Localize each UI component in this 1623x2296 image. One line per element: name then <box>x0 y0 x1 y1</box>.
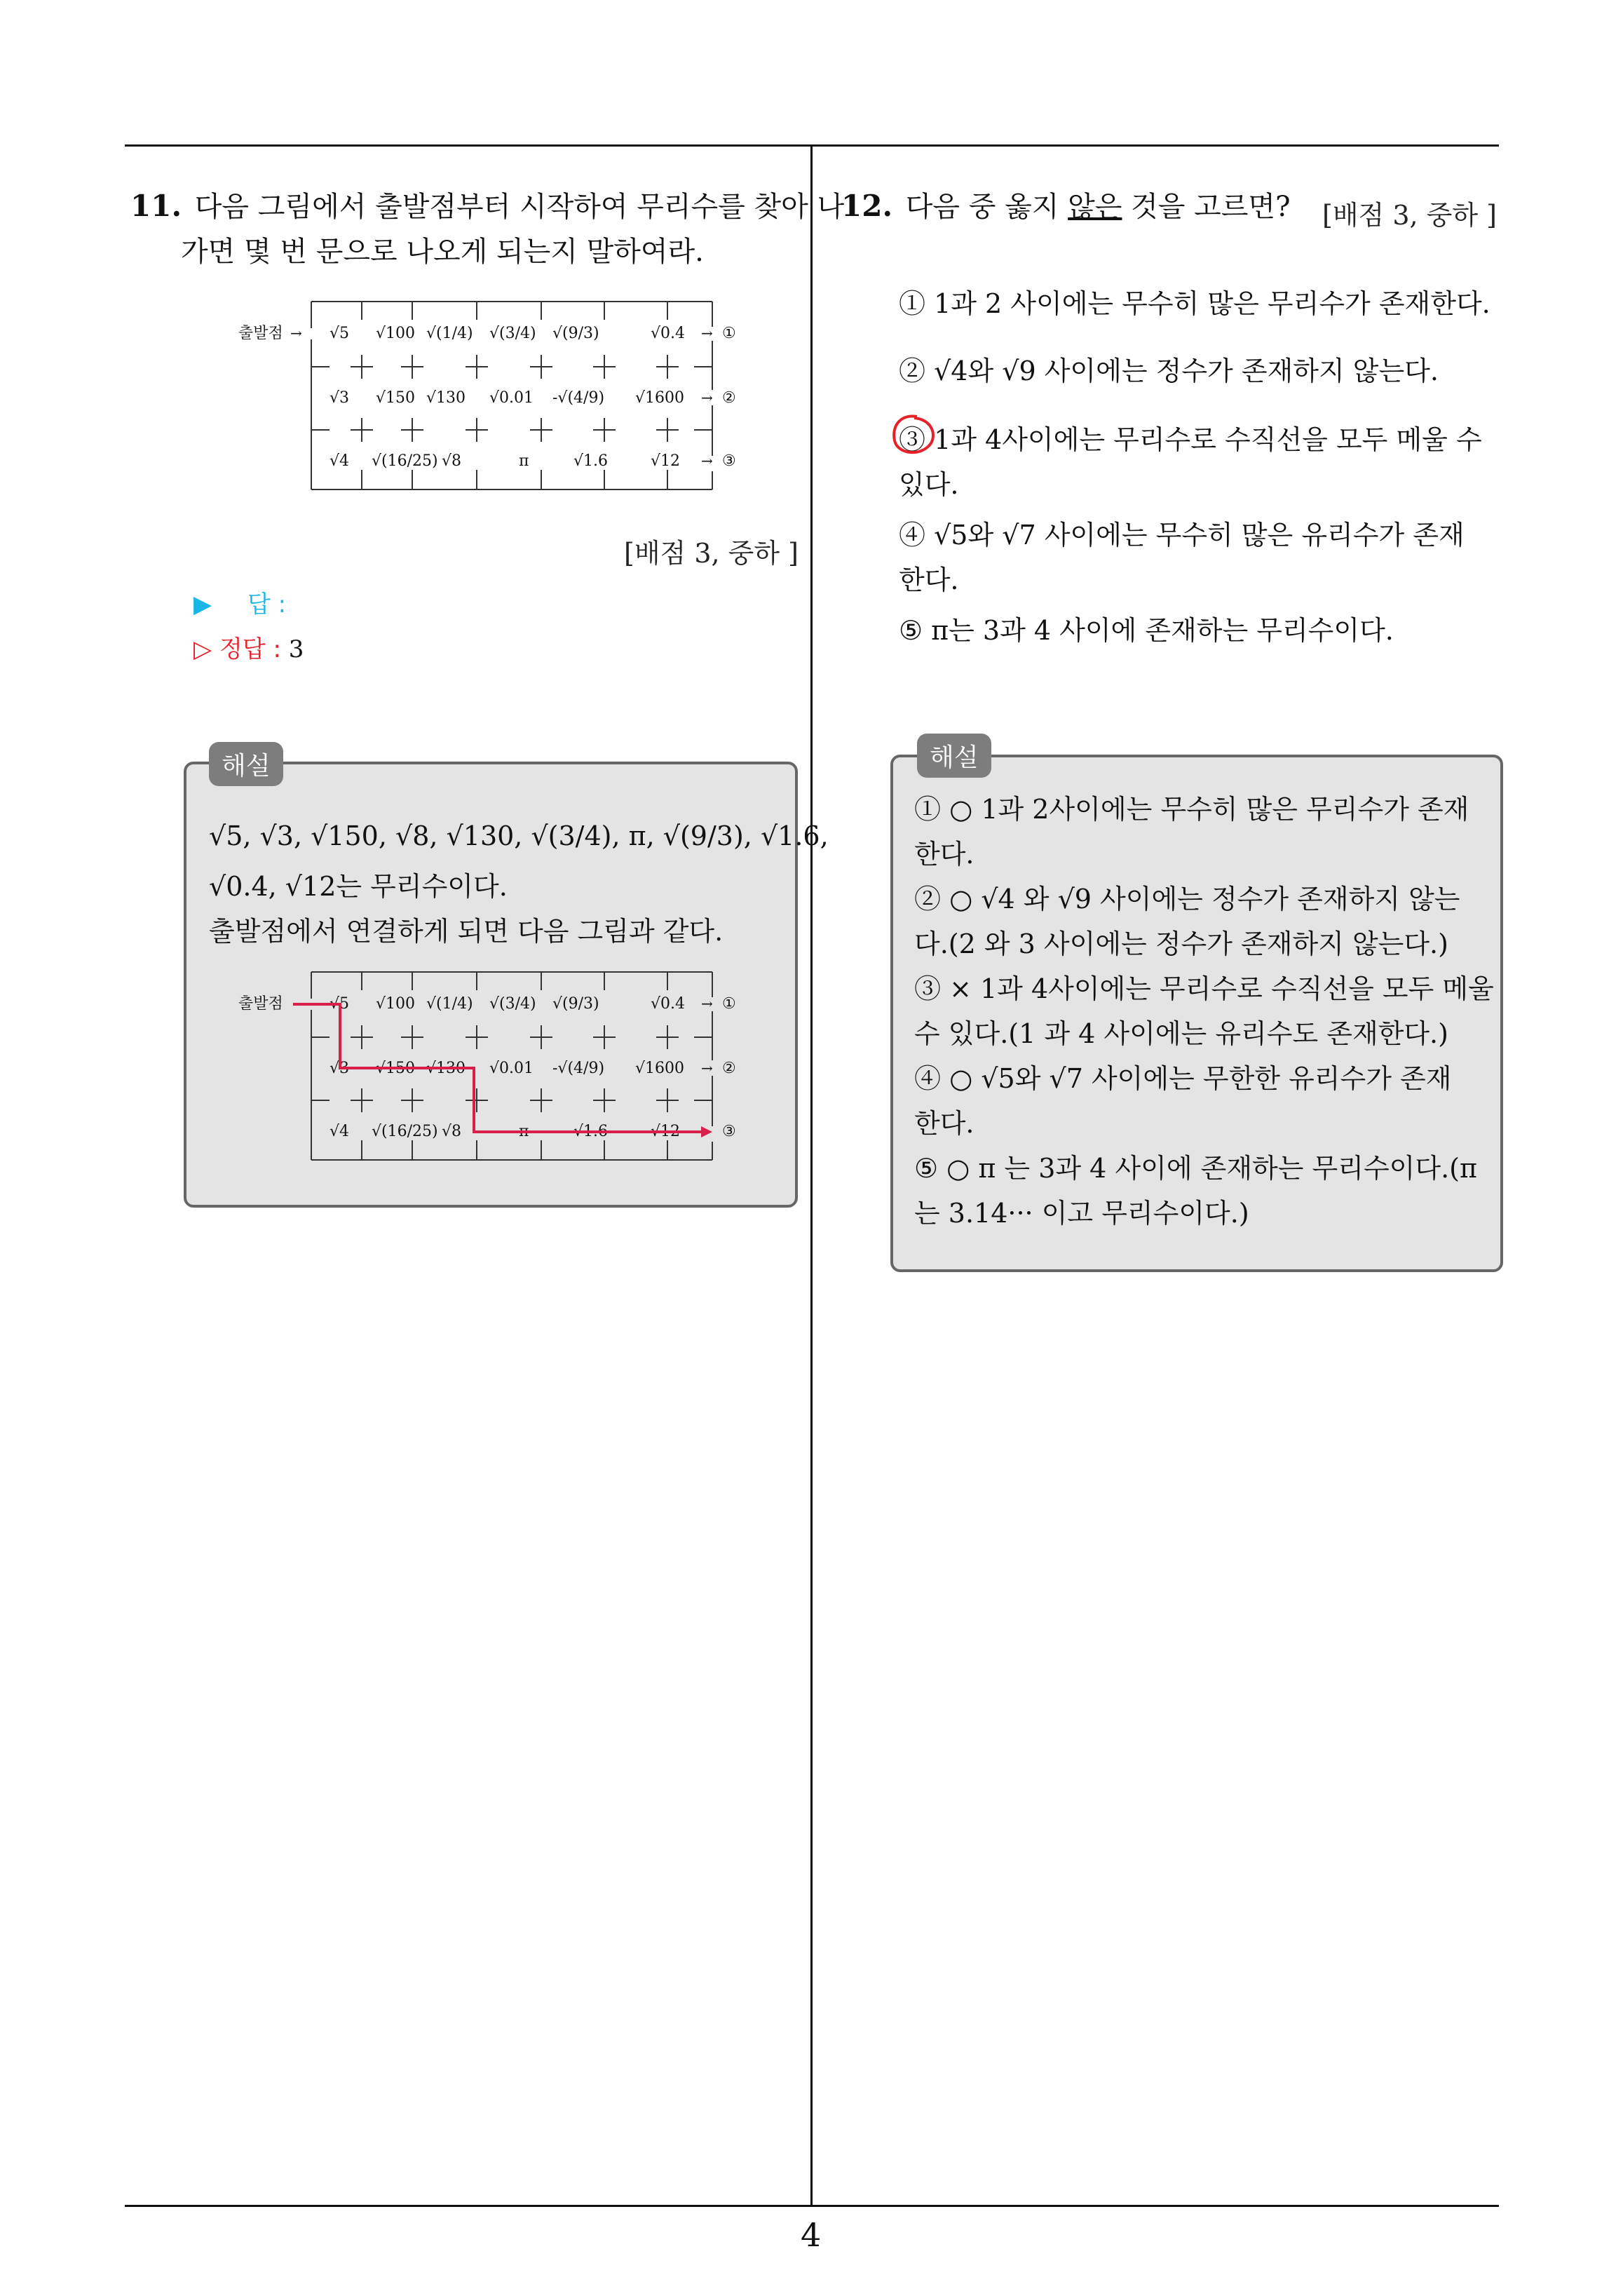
question-11-explanation-tag: 해설 <box>209 742 283 786</box>
choice-5[interactable]: ⑤ π는 3과 4 사이에 존재하는 무리수이다. <box>899 615 1394 646</box>
choice-2[interactable]: ② √4와 √9 사이에는 정수가 존재하지 않는다. <box>899 356 1439 386</box>
cell-r2-c4: √0.01 <box>489 389 534 407</box>
exit-1: ① <box>722 325 736 342</box>
cell2-r1-c4: √(3/4) <box>489 995 536 1013</box>
choice-1[interactable]: ① 1과 2 사이에는 무수히 많은 무리수가 존재한다. <box>899 288 1490 319</box>
maze-solution-figure <box>238 971 743 1161</box>
choice-4-cont: 한다. <box>899 565 959 595</box>
exit-3: ③ <box>722 452 736 470</box>
correct-arrow-icon: ▷ <box>193 635 212 663</box>
answer-label: 답 : <box>247 590 287 619</box>
cell-r2-c6: √1600 <box>635 389 685 407</box>
exit-2: ② <box>722 389 736 407</box>
cell-r2-c1: √3 <box>330 389 350 407</box>
cell2-r3-c2: √(16/25) <box>372 1123 438 1140</box>
maze-figure <box>238 300 743 491</box>
cell2-r2-c1: √3 <box>330 1060 350 1077</box>
q12-expl-line-6: 수 있다.(1 과 4 사이에는 유리수도 존재한다.) <box>914 1018 1448 1049</box>
cell-r1-c1: √5 <box>330 325 350 342</box>
cell-r3-c6: √12 <box>651 452 681 470</box>
choice-4[interactable]: ④ √5와 √7 사이에는 무수히 많은 유리수가 존재 <box>899 520 1465 551</box>
cell2-r3-c4: π <box>519 1123 529 1140</box>
cell2-r1-c1: √5 <box>330 995 350 1013</box>
correct-label: 정답 : <box>219 635 281 663</box>
cell-r3-c4: π <box>519 452 529 470</box>
cell-r3-c1: √4 <box>330 452 350 470</box>
svg-text:→: → <box>701 995 713 1012</box>
cell-r1-c5: √(9/3) <box>552 325 599 342</box>
question-12-text-b: 것을 고르면? <box>1122 191 1291 223</box>
cell-r2-c5: -√(4/9) <box>552 389 605 407</box>
cell2-r2-c2: √150 <box>376 1060 416 1077</box>
question-12-number: 12. <box>841 189 893 223</box>
question-11-line2 <box>130 229 803 274</box>
question-12-text-underlined: 않은 <box>1068 191 1122 223</box>
question-11-score: [배점 3, 중하 ] <box>624 538 799 569</box>
question-11-number: 11. <box>130 189 182 223</box>
question-11-line1 <box>130 184 845 229</box>
cell-r3-c2: √(16/25) <box>372 452 438 470</box>
cell2-r1-c2: √100 <box>376 995 416 1013</box>
q12-expl-line-10: 는 3.14··· 이고 무리수이다.) <box>914 1198 1249 1229</box>
cell2-r3-c6: √12 <box>651 1123 681 1140</box>
bottom-rule <box>125 2205 1499 2207</box>
cell-r1-c6: √0.4 <box>651 325 686 342</box>
selected-choice-mark <box>889 412 939 459</box>
question-12-explanation-text <box>914 787 1494 1236</box>
cell-r3-c5: √1.6 <box>573 452 609 470</box>
cell2-r3-c5: √1.6 <box>573 1123 609 1140</box>
q12-expl-line-7: ④ ○ √5와 √7 사이에는 무한한 유리수가 존재 <box>914 1063 1452 1094</box>
start-label: 출발점 <box>238 325 283 342</box>
q12-expl-line-2: 한다. <box>914 839 975 870</box>
cell-r3-c3: √8 <box>442 452 462 470</box>
cell2-r2-c4: √0.01 <box>489 1060 534 1077</box>
question-11-text: 다음 그림에서 출발점부터 시작하여 무리수를 찾아 나 <box>194 191 845 223</box>
svg-text:→: → <box>701 452 713 469</box>
question-12-score: [배점 3, 중하 ] <box>1322 200 1497 231</box>
exit2-2: ② <box>722 1060 736 1077</box>
cell2-r3-c3: √8 <box>442 1123 462 1140</box>
svg-text:→: → <box>701 1060 713 1076</box>
answer-row <box>193 585 286 619</box>
cell2-r2-c6: √1600 <box>635 1060 685 1077</box>
cell-r1-c4: √(3/4) <box>489 325 536 342</box>
q12-expl-line-1: ① ○ 1과 2사이에는 무수히 많은 무리수가 존재 <box>914 794 1469 825</box>
cell2-r3-c1: √4 <box>330 1123 350 1140</box>
page-number: 4 <box>801 2216 822 2254</box>
svg-text:→: → <box>701 389 713 406</box>
exit2-3: ③ <box>722 1123 736 1140</box>
cell2-r2-c5: -√(4/9) <box>552 1060 605 1077</box>
question-11-explanation-line2: √0.4, √12는 무리수이다. <box>209 871 508 902</box>
cell2-r1-c3: √(1/4) <box>426 995 473 1013</box>
solution-path-arrow <box>701 1126 712 1137</box>
choice-3[interactable]: ③ 1과 4사이에는 무리수로 수직선을 모두 메울 수 <box>899 424 1482 455</box>
answer-arrow-icon: ▶ <box>193 590 212 619</box>
q12-expl-line-4: 다.(2 와 3 사이에는 정수가 존재하지 않는다.) <box>914 928 1448 959</box>
question-11 <box>130 184 845 274</box>
question-11-text-cont: 가면 몇 번 문으로 나오게 되는지 말하여라. <box>181 236 704 268</box>
q12-expl-line-3: ② ○ √4 와 √9 사이에는 정수가 존재하지 않는 <box>914 884 1460 914</box>
question-11-explanation-line1: √5, √3, √150, √8, √130, √(3/4), π, √(9/3), √1.6, <box>209 821 829 851</box>
correct-answer-row <box>193 630 304 664</box>
cell-r1-c3: √(1/4) <box>426 325 473 342</box>
svg-text:→: → <box>701 325 713 342</box>
cell-r2-c2: √150 <box>376 389 416 407</box>
question-12-text-a: 다음 중 옳지 <box>905 191 1068 223</box>
column-divider <box>810 144 813 2206</box>
svg-text:→: → <box>290 325 302 342</box>
cell2-r1-c6: √0.4 <box>651 995 686 1013</box>
start-label-2: 출발점 <box>238 995 283 1013</box>
q12-expl-line-9: ⑤ ○ π 는 3과 4 사이에 존재하는 무리수이다.(π <box>914 1153 1477 1184</box>
cell2-r2-c3: √130 <box>426 1060 466 1077</box>
cell-r2-c3: √130 <box>426 389 466 407</box>
correct-value: 3 <box>288 635 304 663</box>
choice-3-cont: 있다. <box>899 469 959 500</box>
exit2-1: ① <box>722 995 736 1013</box>
q12-expl-line-5: ③ × 1과 4사이에는 무리수로 수직선을 모두 메울 <box>914 973 1494 1004</box>
q12-expl-line-8: 한다. <box>914 1108 975 1139</box>
cell-r1-c2: √100 <box>376 325 416 342</box>
question-12-explanation-tag: 해설 <box>917 734 991 778</box>
question-11-explanation-line3: 출발점에서 연결하게 되면 다음 그림과 같다. <box>209 916 724 947</box>
cell2-r1-c5: √(9/3) <box>552 995 599 1013</box>
